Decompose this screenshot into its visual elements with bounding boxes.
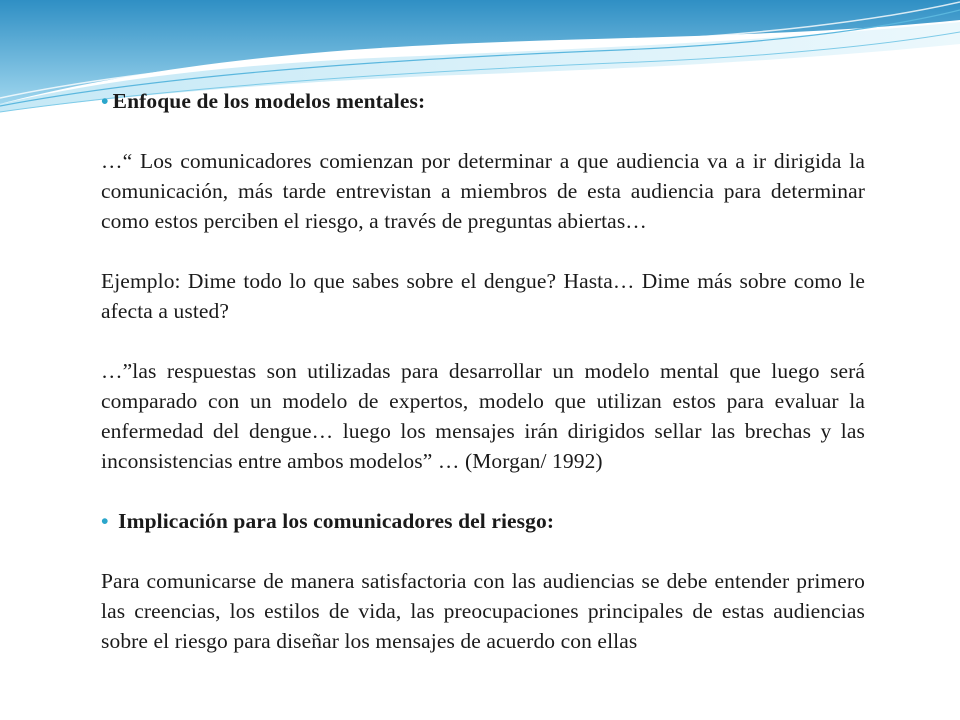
heading-text: Enfoque de los modelos mentales: [112, 89, 426, 113]
bullet-icon: • [101, 509, 109, 533]
bullet-icon: • [101, 89, 109, 113]
section-heading-modelos-mentales [101, 86, 865, 116]
slide-content [101, 86, 865, 656]
paragraph-implication: Para comunicarse de manera satisfactoria con las audiencias se debe entender primero las creencias, los estilos de vida, las preocupaciones principales de estas audiencias sobre el riesgo para diseñar los mensajes de acuerdo con ellas [101, 569, 865, 653]
heading-text: Implicación para los comunicadores del riesgo: [118, 509, 555, 533]
paragraph-description: …“ Los comunicadores comienzan por determinar a que audiencia va a ir dirigida la comunicación, más tarde entrevistan a miembros de esta audiencia para determinar como estos perciben el riesgo, a través de preguntas abiertas… [101, 149, 865, 233]
paragraph-citation: …”las respuestas son utilizadas para desarrollar un modelo mental que luego será comparado con un modelo de expertos, modelo que utilizan estos para evaluar la enfermedad del dengue… luego los mensajes irán dirigidos sellar las brechas y las inconsistencias entre ambos modelos” … (Morgan/ 1992) [101, 359, 865, 473]
paragraph-example: Ejemplo: Dime todo lo que sabes sobre el dengue? Hasta… Dime más sobre como le afecta a usted? [101, 269, 865, 323]
section-heading-implicacion [101, 506, 865, 536]
